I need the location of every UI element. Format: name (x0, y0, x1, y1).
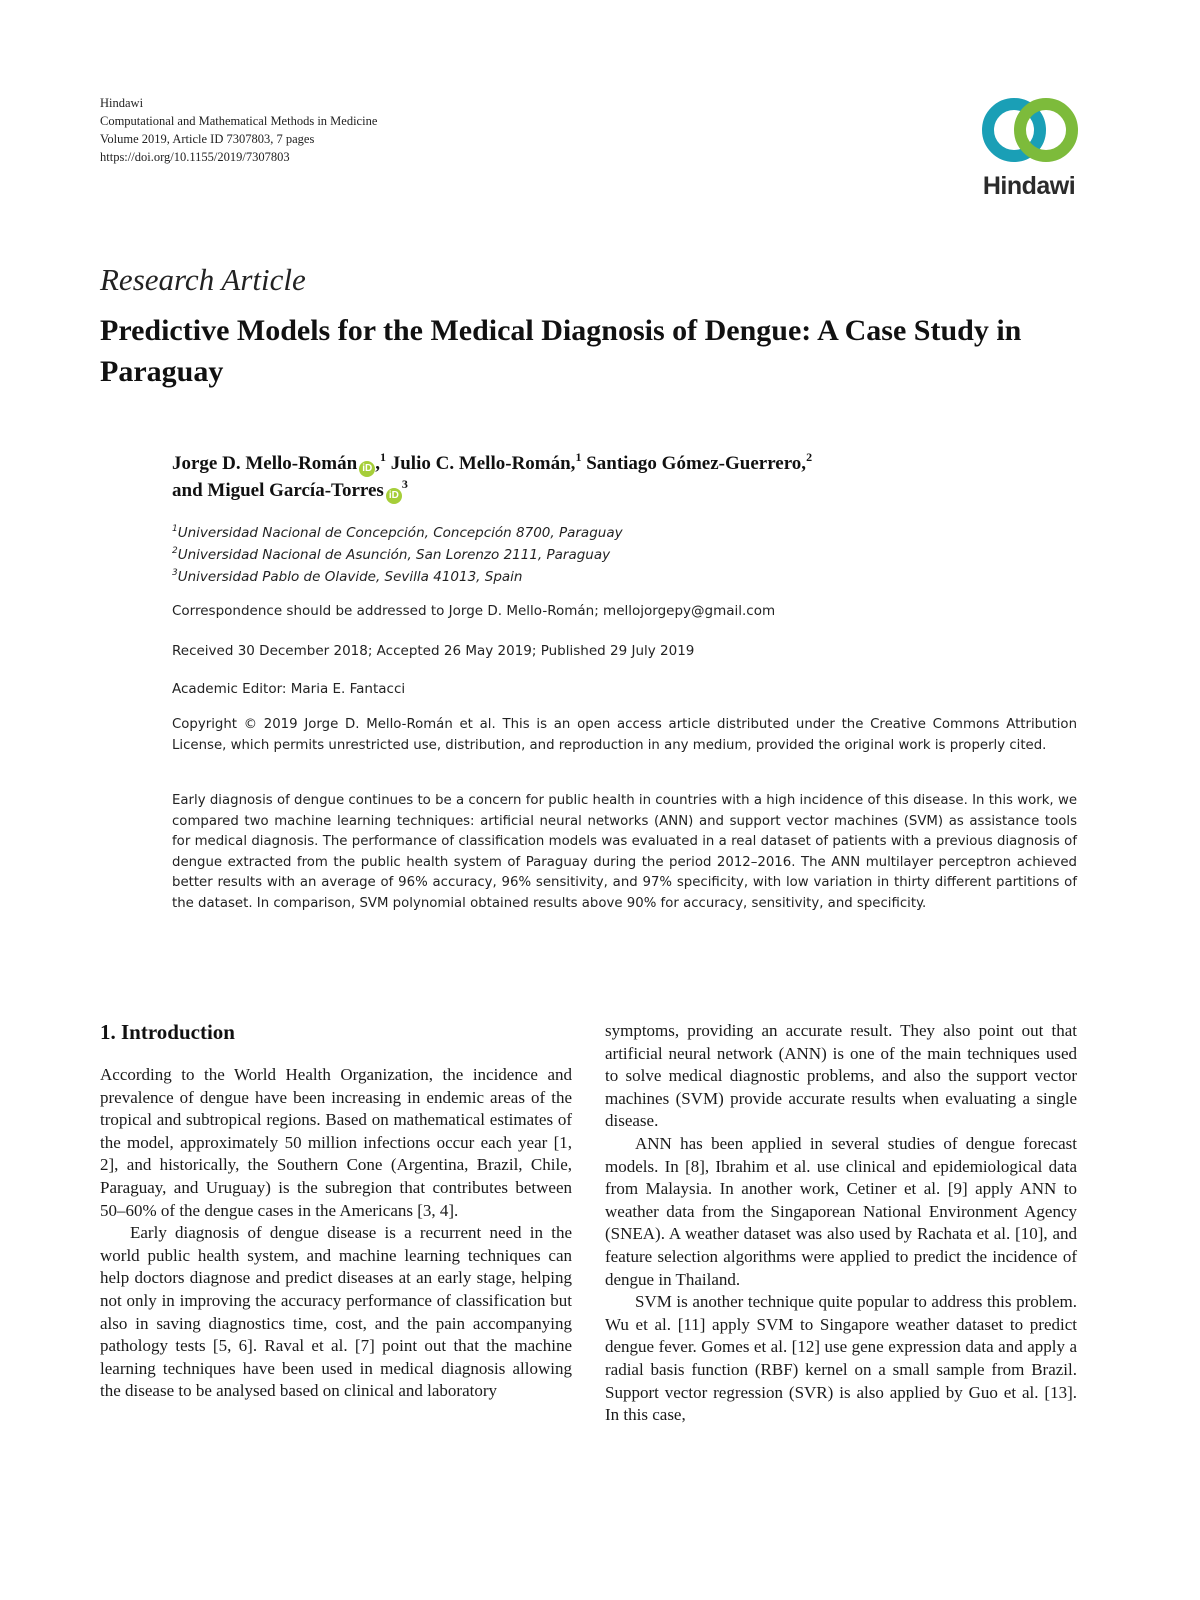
affiliation-text: Universidad Nacional de Concepción, Concepción 8700, Paraguay (177, 525, 623, 541)
author-affiliation-number: 1 (575, 450, 582, 464)
left-column (100, 1064, 572, 1403)
copyright-notice: Copyright © 2019 Jorge D. Mello-Román et al. This is an open access article distributed under the Creative Commons Attribution License, which permits unrestricted use, distribution, and reproduction in any medium, provided the original work is properly cited. (172, 717, 1077, 753)
affiliation-number: 3 (172, 568, 178, 578)
author-name: Santiago Gómez-Guerrero, (586, 453, 807, 474)
body-paragraph: According to the World Health Organization, the incidence and prevalence of dengue have been increasing in endemic areas of the tropical and subtropical regions. Based on mathematical estimates of the model, approximately 50 million infections occur each year [1, 2], and historically, the Southern Cone (Argentina, Brazil, Chile, Paraguay, and Uruguay) is the subregion that contributes between 50–60% of the dengue cases in the Americans [3, 4]. (100, 1065, 572, 1220)
orcid-icon[interactable]: iD (359, 461, 375, 477)
abstract: Early diagnosis of dengue continues to be a concern for public health in countries with a high incidence of this disease. In this work, we compared two machine learning techniques: artificial neural networks (ANN) and support vector machines (SVM) as assistance tools for medical diagnosis. The performance of classification models was evaluated in a real dataset of patients with a previous diagnosis of dengue extracted from the public health system of Paraguay during the period 2012–2016. The ANN multilayer perceptron achieved better results with an average of 96% accuracy, 96% sensitivity, and 97% specificity, with low variation in thirty different partitions of the dataset. In comparison, SVM polynomial obtained results above 90% for accuracy, sensitivity, and specificity. (172, 793, 1077, 911)
body-paragraph: SVM is another technique quite popular to address this problem. Wu et al. [11] apply SVM to Singapore weather dataset to predict dengue fever. Gomes et al. [12] use gene expression data and apply a radial basis function (RBF) kernel on a small sample from Brazil. Support vector regression (SVR) is also applied by Guo et al. [13]. In this case, (605, 1292, 1077, 1425)
affiliation-list (172, 522, 623, 588)
right-column (605, 1020, 1077, 1427)
author-name: Julio C. Mello-Román, (390, 453, 576, 474)
volume-line: Volume 2019, Article ID 7307803, 7 pages (100, 132, 315, 146)
doi-link[interactable]: https://doi.org/10.1155/2019/7307803 (100, 150, 290, 164)
affiliation-text: Universidad Nacional de Asunción, San Lorenzo 2111, Paraguay (177, 547, 611, 563)
body-paragraph: symptoms, providing an accurate result. They also point out that artificial neural network (ANN) is one of the main techniques used to solve medical diagnostic problems, and also the support vector machines (SVM) provide accurate results when evaluating a single disease. (605, 1021, 1077, 1131)
article-type: Research Article (100, 262, 306, 297)
academic-editor: Academic Editor: Maria E. Fantacci (172, 681, 406, 697)
author-affiliation-number: 2 (806, 450, 813, 464)
author-affiliation-number: 3 (401, 477, 408, 491)
affiliation-text: Universidad Pablo de Olavide, Sevilla 41013, Spain (177, 569, 523, 585)
correspondence-line: Correspondence should be addressed to Jorge D. Mello-Román; mellojorgepy@gmail.com (172, 603, 776, 619)
affiliation-number: 2 (172, 546, 178, 556)
affiliation-item (172, 566, 623, 588)
affiliation-number: 1 (172, 524, 178, 534)
affiliation-item (172, 544, 623, 566)
hindawi-wordmark: Hindawi (982, 172, 1076, 200)
page-title: Predictive Models for the Medical Diagnosis of Dengue: A Case Study in Paraguay (100, 314, 1022, 388)
journal-meta (100, 94, 377, 166)
affiliation-item (172, 522, 623, 544)
author-name: and Miguel García-Torres (172, 480, 384, 501)
body-paragraph: Early diagnosis of dengue disease is a recurrent need in the world public health system, and machine learning techniques can help doctors diagnose and predict diseases at an early stage, helping not only in improving the accuracy performance of classification but also in saving diagnostics time, cost, and the pain accompanying pathology tests [5, 6]. Raval et al. [7] point out that the machine learning techniques have been used in medical diagnosis allowing the disease to be analysed based on clinical and laboratory (100, 1223, 572, 1401)
author-affiliation-number: 1 (379, 450, 386, 464)
section-heading-introduction: 1. Introduction (100, 1020, 235, 1044)
publisher-name: Hindawi (100, 96, 144, 110)
body-paragraph: ANN has been applied in several studies of dengue forecast models. In [8], Ibrahim et al. use clinical and epidemiological data from Malaysia. In another work, Cetiner et al. [9] apply ANN to weather data from the Singaporean National Environment Agency (SNEA). A weather dataset was also used by Rachata et al. [10], and feature selection algorithms were applied to predict the incidence of dengue in Thailand. (605, 1133, 1077, 1289)
orcid-icon[interactable]: iD (386, 488, 402, 504)
dates-line: Received 30 December 2018; Accepted 26 May 2019; Published 29 July 2019 (172, 643, 695, 659)
author-list: Jorge D. Mello-Román iD ,$^1$ Julio C. Mello-Román,$^1$ Santiago Gómez-Guerrero,$^2$ and Miguel García-Torres $iD^3$ (172, 450, 1072, 504)
journal-name: Computational and Mathematical Methods in Medicine (100, 114, 378, 128)
author-name: Jorge D. Mello-Román (172, 453, 358, 474)
